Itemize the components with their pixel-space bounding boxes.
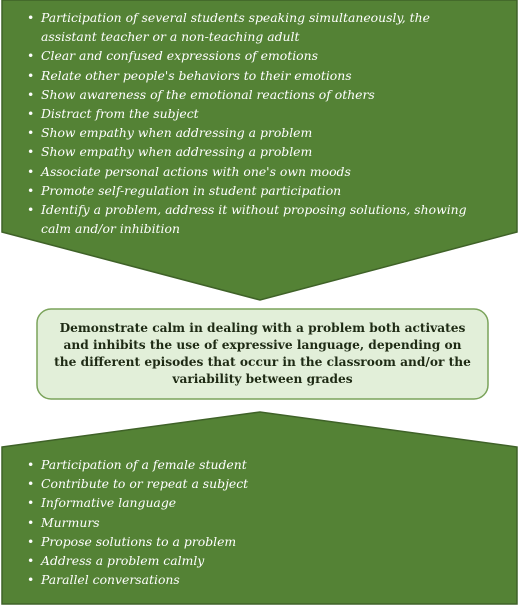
list-item: • Clear and confused expressions of emotions [27, 46, 487, 65]
list-item: • Identify a problem, address it without proposing solutions, showing calm and/or inhibition [27, 200, 487, 238]
center-box-text: Demonstrate calm in dealing with a problem both activates and inhibits the use of expressive language, depending on the different episodes that occur in the classroom and/or the variability between grades [54, 320, 471, 387]
center-box [37, 309, 488, 399]
list-item: • Associate personal actions with one's own moods [27, 162, 487, 181]
list-item: • Show empathy when addressing a problem [27, 142, 487, 161]
list-item: • Distract from the subject [27, 104, 487, 123]
bottom-arrow-list [27, 455, 447, 589]
top-arrow-list [27, 8, 487, 238]
list-item: • Informative language [27, 493, 447, 512]
list-item: • Participation of several students speaking simultaneously, the assistant teacher or a non-teaching adult [27, 8, 487, 46]
list-item: • Participation of a female student [27, 455, 447, 474]
list-item: • Show awareness of the emotional reactions of others [27, 85, 487, 104]
list-item: • Address a problem calmly [27, 551, 447, 570]
list-item: • Contribute to or repeat a subject [27, 474, 447, 493]
list-item: • Show empathy when addressing a problem [27, 123, 487, 142]
list-item: • Murmurs [27, 513, 447, 532]
list-item: • Promote self-regulation in student participation [27, 181, 487, 200]
list-item: • Parallel conversations [27, 570, 447, 589]
list-item: • Relate other people's behaviors to their emotions [27, 66, 487, 85]
list-item: • Propose solutions to a problem [27, 532, 447, 551]
